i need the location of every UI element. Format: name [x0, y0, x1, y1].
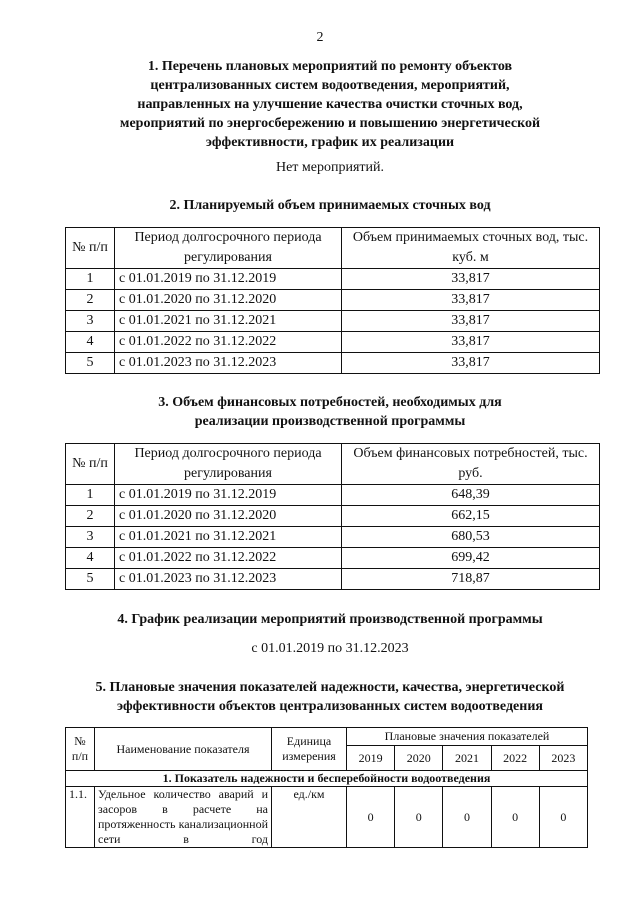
section1-text: Нет мероприятий.: [275, 160, 385, 175]
indicators-table: [65, 727, 588, 848]
heading-line: мероприятий по энергосбережению и повышению энергетической: [119, 116, 541, 131]
cell-period: с 01.01.2022 по 31.12.2022: [115, 548, 342, 569]
header-year: 2021: [443, 746, 491, 771]
cell-value: 33,817: [342, 353, 600, 374]
heading-line: реализации производственной программы: [194, 414, 466, 429]
volume-table: [65, 227, 600, 374]
header-year: 2022: [491, 746, 539, 771]
cell-num: 3: [66, 311, 115, 332]
cell-period: с 01.01.2023 по 31.12.2023: [115, 569, 342, 590]
cell-num: 2: [66, 290, 115, 311]
cell-period: с 01.01.2020 по 31.12.2020: [115, 290, 342, 311]
cell-value: 0: [347, 787, 395, 848]
cell-num: 1.1.: [66, 787, 95, 848]
table-header-row: [66, 444, 600, 485]
section5-heading: [60, 678, 600, 716]
cell-period: с 01.01.2019 по 31.12.2019: [115, 485, 342, 506]
heading-line: эффективности, график их реализации: [205, 135, 455, 150]
heading-line: 5. Плановые значения показателей надежности, качества, энергетической: [95, 680, 565, 695]
table-header-row: [66, 728, 588, 746]
group-title: 1. Показатель надежности и бесперебойности водоотведения: [66, 771, 588, 787]
table-group-row: [66, 771, 588, 787]
table-row: [66, 332, 600, 353]
section1-heading: [60, 57, 600, 152]
cell-period: с 01.01.2019 по 31.12.2019: [115, 269, 342, 290]
cell-num: 5: [66, 569, 115, 590]
header-name: Наименование показателя: [95, 728, 272, 771]
header-volume: Объем принимаемых сточных вод, тыс. куб. м: [342, 228, 600, 269]
header-unit: Единица измерения: [272, 728, 347, 771]
cell-period: с 01.01.2022 по 31.12.2022: [115, 332, 342, 353]
cell-period: с 01.01.2020 по 31.12.2020: [115, 506, 342, 527]
cell-value: 33,817: [342, 290, 600, 311]
cell-unit: ед./км: [272, 787, 347, 848]
table-row: [66, 353, 600, 374]
table-row: [66, 290, 600, 311]
cell-num: 4: [66, 548, 115, 569]
section4-heading: 4. График реализации мероприятий производственной программы: [117, 612, 543, 627]
table-row: [66, 485, 600, 506]
header-num: № п/п: [66, 728, 95, 771]
table-row: [66, 311, 600, 332]
cell-value: 0: [443, 787, 491, 848]
cell-num: 2: [66, 506, 115, 527]
section4-text: с 01.01.2019 по 31.12.2023: [251, 641, 409, 656]
header-plan: Плановые значения показателей: [347, 728, 588, 746]
heading-line: 3. Объем финансовых потребностей, необходимых для: [158, 395, 502, 410]
table-header-row: [66, 228, 600, 269]
cell-num: 1: [66, 485, 115, 506]
table-row: [66, 527, 600, 548]
cell-num: 4: [66, 332, 115, 353]
heading-line: 1. Перечень плановых мероприятий по ремонту объектов: [147, 59, 513, 74]
header-year: 2023: [539, 746, 587, 771]
page-number: 2: [316, 30, 324, 45]
cell-period: с 01.01.2021 по 31.12.2021: [115, 527, 342, 548]
cell-value: 0: [395, 787, 443, 848]
header-period: Период долгосрочного периода регулирования: [115, 228, 342, 269]
cell-value: 33,817: [342, 332, 600, 353]
header-period: Период долгосрочного периода регулирования: [115, 444, 342, 485]
cell-value: 33,817: [342, 311, 600, 332]
heading-line: эффективности объектов централизованных систем водоотведения: [117, 699, 543, 714]
table-row: [66, 787, 588, 848]
cell-value: 680,53: [342, 527, 600, 548]
finance-table: [65, 443, 600, 590]
cell-value: 648,39: [342, 485, 600, 506]
cell-value: 699,42: [342, 548, 600, 569]
cell-num: 5: [66, 353, 115, 374]
heading-line: направленных на улучшение качества очистки сточных вод,: [137, 97, 523, 112]
header-finance: Объем финансовых потребностей, тыс. руб.: [342, 444, 600, 485]
table-row: [66, 269, 600, 290]
table-row: [66, 506, 600, 527]
cell-value: 718,87: [342, 569, 600, 590]
heading-line: централизованных систем водоотведения, мероприятий,: [150, 78, 510, 93]
cell-value: 0: [491, 787, 539, 848]
table-row: [66, 548, 600, 569]
cell-name: Удельное количество аварий и засоров в расчете на протяженность канализационной сети в год: [95, 787, 272, 848]
cell-period: с 01.01.2021 по 31.12.2021: [115, 311, 342, 332]
cell-value: 662,15: [342, 506, 600, 527]
header-num: № п/п: [66, 228, 115, 269]
page-cutoff: [0, 848, 640, 905]
section3-heading: [60, 393, 600, 431]
header-year: 2020: [395, 746, 443, 771]
header-year: 2019: [347, 746, 395, 771]
cell-period: с 01.01.2023 по 31.12.2023: [115, 353, 342, 374]
cell-value: 33,817: [342, 269, 600, 290]
cell-value: 0: [539, 787, 587, 848]
table-row: [66, 569, 600, 590]
cell-num: 1: [66, 269, 115, 290]
cell-num: 3: [66, 527, 115, 548]
section2-heading: 2. Планируемый объем принимаемых сточных вод: [169, 198, 491, 213]
header-num: № п/п: [66, 444, 115, 485]
